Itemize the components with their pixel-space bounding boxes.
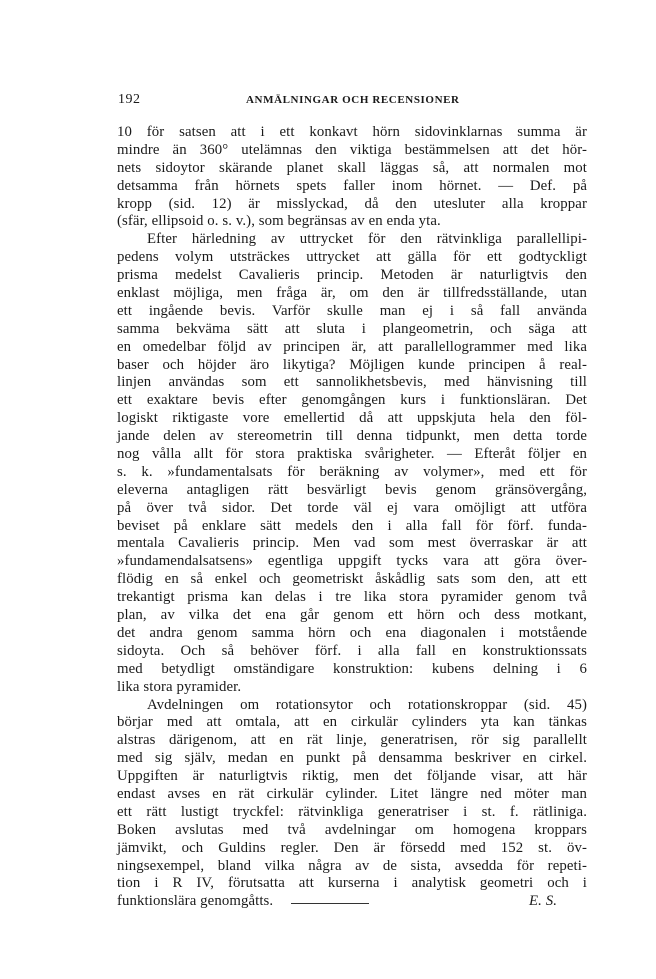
text-line: flödig en så enkel och geometriskt åskådlig sats som den, att ett bbox=[117, 571, 587, 588]
running-head bbox=[118, 92, 603, 110]
text-line: ningsexempel, bland vilka några av de sista, avsedda för repeti- bbox=[117, 857, 587, 874]
text-line: logiskt riktigaste vore emellertid då att uppskjuta hela den föl- bbox=[117, 410, 587, 427]
final-line-text: funktionslära genomgåtts. bbox=[117, 893, 274, 910]
text-line: med sig själv, medan en punkt på densamma beskriver en cirkel. bbox=[117, 750, 587, 767]
text-line: ett exaktare bevis efter genomgången kurs i funktionsläran. Det bbox=[117, 392, 587, 409]
text-line: (sfär, ellipsoid o. s. v.), som begränsas av en enda yta. bbox=[117, 213, 441, 230]
text-line: pedens volym utsträckes uttrycket att gälla för ett godtyckligt bbox=[117, 249, 587, 266]
text-line: plan, av vilka det ena går genom ett hörn och dess motkant, bbox=[117, 607, 587, 624]
text-line: med betydligt omständigare konstruktion: kubens delning i 6 bbox=[117, 660, 587, 677]
running-title: ANMÄLNINGAR OCH RECENSIONER bbox=[246, 94, 460, 106]
text-line: Boken avslutas med två avdelningar om homogena kroppars bbox=[117, 821, 587, 838]
text-line: beviset på enklare sätt medels den i alla fall för förf. funda- bbox=[117, 517, 587, 534]
text-line: lika stora pyramider. bbox=[117, 678, 242, 695]
signature: E. S. bbox=[528, 893, 557, 910]
text-line: kropp (sid. 12) är misslyckad, då den utesluter alla kroppar bbox=[117, 195, 587, 212]
text-line: börjar med att omtala, att en cirkulär cylinders yta kan tänkas bbox=[117, 714, 587, 731]
text-line: trekantigt prisma kan delas i tre lika stora pyramider genom två bbox=[117, 589, 587, 606]
text-line: »fundamendalsatsens» egentliga uppgift tycks vara att göra över- bbox=[117, 553, 587, 570]
text-line: linjen användas som ett sannolikhetsbevis, med hänvisning till bbox=[117, 374, 587, 391]
paragraph-start-line: Avdelningen om rotationsytor och rotationskroppar (sid. 45) bbox=[147, 696, 587, 713]
closing-rule bbox=[291, 903, 369, 904]
text-line: en omedelbar följd av principen är, att parallellogrammer med lika bbox=[117, 338, 587, 355]
text-line: prisma medelst Cavalieris princip. Metoden är naturligtvis den bbox=[117, 267, 587, 284]
text-line: alstras därigenom, att en rät linje, generatrisen, rör sig parallellt bbox=[117, 732, 587, 749]
text-line: samma bekväma sätt att sluta i plangeometrin, och säga att bbox=[117, 320, 587, 337]
final-line bbox=[117, 893, 587, 911]
text-line: 10 för satsen att i ett konkavt hörn sidovinklarnas summa är bbox=[117, 124, 587, 140]
text-line: Uppgiften är naturligtvis riktig, men det följande visar, att här bbox=[117, 768, 587, 785]
text-line: endast avses en rät cirkulär cylinder. Litet längre ned möter man bbox=[117, 785, 587, 802]
text-line: detsamma från hörnets spets faller inom hörnet. — Def. på bbox=[117, 177, 587, 194]
text-line: s. k. »fundamentalsats för beräkning av volymer», med ett för bbox=[117, 463, 587, 480]
text-line: jande delen av stereometrin till denna tidpunkt, men detta torde bbox=[117, 428, 587, 445]
text-line: baser och höjder äro likytiga? Möjligen kunde principen å real- bbox=[117, 356, 587, 373]
text-line: tion i R IV, förutsatta att kurserna i analytisk geometri och i bbox=[117, 875, 587, 892]
text-line: eleverna antagligen rätt besvärligt bevis genom gränsövergång, bbox=[117, 481, 587, 498]
page-number: 192 bbox=[118, 92, 141, 107]
text-line: det andra genom samma hörn och ena diagonalen i motstående bbox=[117, 624, 587, 641]
text-line: enklast möjliga, men fråga är, om den är tillfredsställande, utan bbox=[117, 285, 587, 302]
text-line: nets sidoytor skärande planet skall läggas så, att normalen mot bbox=[117, 159, 587, 176]
text-line: mindre än 360° utelämnas den viktiga bestämmelsen att det hör- bbox=[117, 141, 587, 158]
paragraph-start-line: Efter härledning av uttrycket för den rätvinkliga parallellipi- bbox=[147, 231, 587, 248]
text-line: jämvikt, och Guldins regler. Den är försedd med 152 st. öv- bbox=[117, 839, 587, 856]
text-line: på över två sidor. Det torde väl ej vara omöjligt att utföra bbox=[117, 499, 587, 516]
text-line: ett ingående bevis. Varför skulle man ej i så fall använda bbox=[117, 302, 587, 319]
text-line: mentala Cavalieris princip. Men vad som mest överraskar är att bbox=[117, 535, 587, 552]
text-line: ett rätt lustigt tryckfel: rätvinkliga generatriser i st. f. rätliniga. bbox=[117, 803, 587, 820]
text-line: nog vålla allt för stora praktiska svårigheter. — Efteråt följer en bbox=[117, 446, 587, 463]
body-text bbox=[117, 124, 587, 911]
text-line: sidoyta. Och så behöver förf. i alla fall en konstruktionssats bbox=[117, 642, 587, 659]
